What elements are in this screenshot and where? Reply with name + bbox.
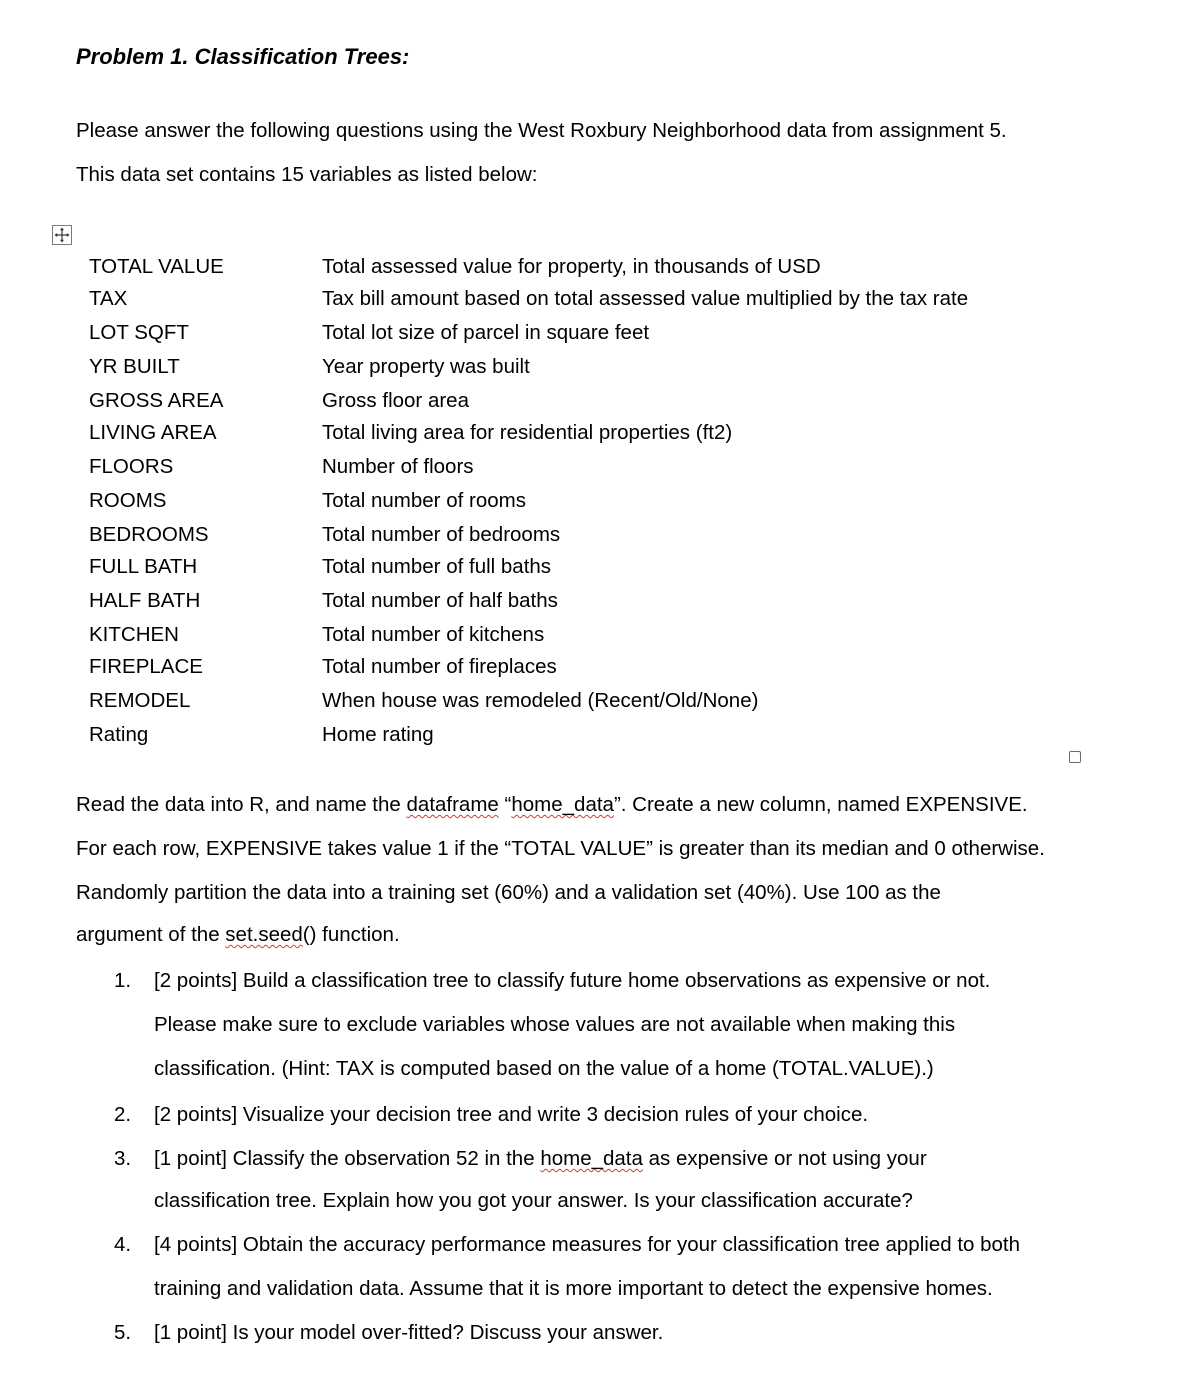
variable-name: ROOMS xyxy=(89,489,167,512)
question-text-part: [1 point] Classify the observation 52 in the xyxy=(154,1147,541,1170)
variable-description: Home rating xyxy=(322,723,434,746)
table-resize-handle-icon[interactable] xyxy=(1069,751,1081,763)
instruction-text: “ xyxy=(498,793,512,816)
question-text: [2 points] Build a classification tree to classify future home observations as expensive or not. xyxy=(154,969,991,992)
variable-description: Number of floors xyxy=(322,455,474,478)
variable-description: Total number of full baths xyxy=(322,555,552,578)
instruction-line-4 xyxy=(76,923,400,947)
spellcheck-word-home-data: home_data xyxy=(540,1147,643,1170)
variable-description: Total number of half baths xyxy=(322,589,558,612)
variable-name: KITCHEN xyxy=(89,623,179,646)
variable-description: Total number of bedrooms xyxy=(322,523,561,546)
variable-name: TAX xyxy=(89,287,128,310)
question-number: 2. xyxy=(114,1103,132,1126)
question-number: 5. xyxy=(114,1321,132,1344)
spellcheck-word-dataframe: dataframe xyxy=(406,793,499,816)
variable-name: FLOORS xyxy=(89,455,174,478)
variable-name: TOTAL VALUE xyxy=(89,255,224,278)
instruction-line-2: For each row, EXPENSIVE takes value 1 if the “TOTAL VALUE” is greater than its median and 0 otherwise. xyxy=(76,837,1045,860)
instruction-line-3: Randomly partition the data into a training set (60%) and a validation set (40%). Use 100 as the xyxy=(76,881,941,904)
variable-description: Tax bill amount based on total assessed value multiplied by the tax rate xyxy=(322,287,969,310)
variable-description: Total number of fireplaces xyxy=(322,655,557,678)
variable-description: When house was remodeled (Recent/Old/None) xyxy=(322,689,759,712)
variable-name: YR BUILT xyxy=(89,355,180,378)
question-text xyxy=(154,1147,927,1171)
variable-description: Year property was built xyxy=(322,355,530,378)
question-text: classification. (Hint: TAX is computed based on the value of a home (TOTAL.VALUE).) xyxy=(154,1057,934,1080)
variable-name: BEDROOMS xyxy=(89,523,209,546)
variable-description: Total living area for residential properties (ft2) xyxy=(322,421,733,444)
question-number: 4. xyxy=(114,1233,132,1256)
table-move-handle-icon[interactable] xyxy=(52,225,72,245)
variable-description: Total lot size of parcel in square feet xyxy=(322,321,650,344)
question-text: [2 points] Visualize your decision tree and write 3 decision rules of your choice. xyxy=(154,1103,869,1126)
variable-description: Total number of rooms xyxy=(322,489,526,512)
question-text: classification tree. Explain how you got your answer. Is your classification accurate? xyxy=(154,1189,913,1212)
question-text: [4 points] Obtain the accuracy performance measures for your classification tree applied to both xyxy=(154,1233,1021,1256)
variable-name: FIREPLACE xyxy=(89,655,203,678)
instruction-text: Read the data into R, and name the xyxy=(76,793,407,816)
variable-name: HALF BATH xyxy=(89,589,201,612)
variable-name: FULL BATH xyxy=(89,555,198,578)
question-text: [1 point] Is your model over-fitted? Discuss your answer. xyxy=(154,1321,664,1344)
page-title: Problem 1. Classification Trees: xyxy=(76,44,410,69)
question-text: training and validation data. Assume that it is more important to detect the expensive homes. xyxy=(154,1277,993,1300)
variable-description: Total number of kitchens xyxy=(322,623,545,646)
question-number: 1. xyxy=(114,969,132,992)
variable-description: Total assessed value for property, in thousands of USD xyxy=(322,255,821,278)
instruction-text: argument of the xyxy=(76,923,226,946)
variable-description: Gross floor area xyxy=(322,389,469,412)
spellcheck-word-set-seed: set.seed xyxy=(225,923,303,946)
question-text-part: as expensive or not using your xyxy=(642,1147,927,1170)
instruction-text: () function. xyxy=(302,923,400,946)
intro-line-2: This data set contains 15 variables as listed below: xyxy=(76,163,538,186)
spellcheck-word-home-data: home_data xyxy=(511,793,614,816)
question-text: Please make sure to exclude variables whose values are not available when making this xyxy=(154,1013,956,1036)
variable-name: Rating xyxy=(89,723,149,746)
instruction-text: ”. Create a new column, named EXPENSIVE. xyxy=(613,793,1028,816)
variable-name: REMODEL xyxy=(89,689,191,712)
question-number: 3. xyxy=(114,1147,132,1170)
variable-name: LOT SQFT xyxy=(89,321,189,344)
intro-line-1: Please answer the following questions using the West Roxbury Neighborhood data from assignment 5. xyxy=(76,119,1007,142)
instruction-line-1 xyxy=(76,793,1028,817)
variable-name: LIVING AREA xyxy=(89,421,217,444)
variable-name: GROSS AREA xyxy=(89,389,224,412)
